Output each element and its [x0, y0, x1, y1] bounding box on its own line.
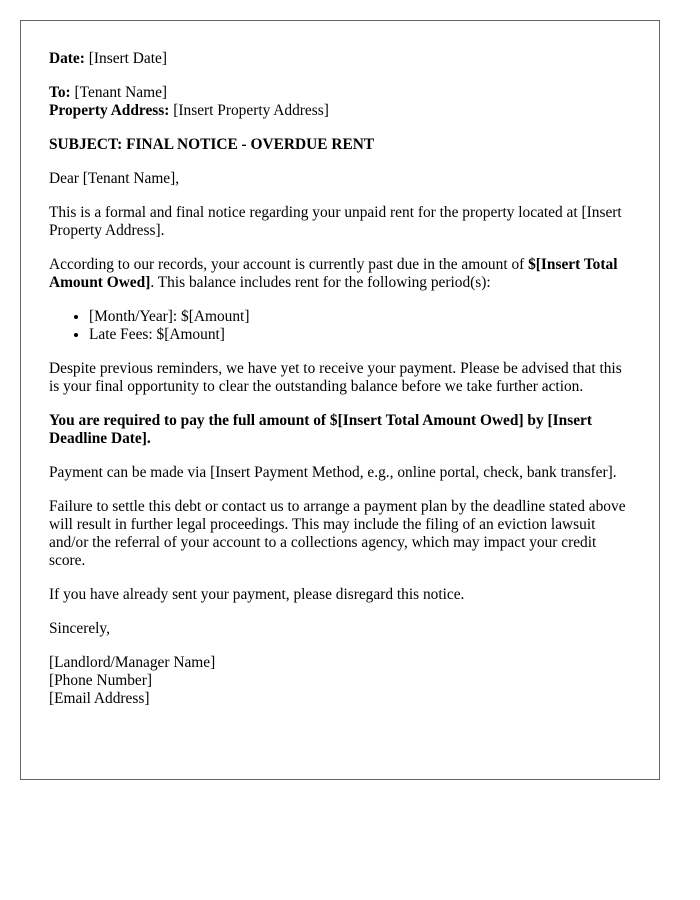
subject-line [49, 136, 631, 154]
subject-text: SUBJECT: FINAL NOTICE - OVERDUE RENT [49, 136, 375, 153]
to-line [49, 84, 631, 102]
letter-container [20, 20, 660, 780]
date-line [49, 50, 631, 68]
list-item: • Late Fees: $[Amount] [89, 326, 631, 344]
signature-block [49, 654, 631, 708]
property-address-label: Property Address: [49, 102, 170, 119]
requirement-text: You are required to pay the full amount of $[Insert Total Amount Owed] by [Insert Deadline Date]. [49, 412, 592, 447]
closing: Sincerely, [49, 620, 110, 637]
recipient-block [49, 84, 631, 120]
paragraph-requirement [49, 412, 631, 448]
paragraph-amount [49, 256, 631, 292]
paragraph-notice: This is a formal and final notice regarding your unpaid rent for the property located at [Insert Property Address]. [49, 204, 622, 239]
date-value: [Insert Date] [88, 50, 167, 67]
to-value: [Tenant Name] [74, 84, 168, 101]
amount-outro: . This balance includes rent for the following period(s): [150, 274, 491, 291]
amount-intro: According to our records, your account is currently past due in the amount of [49, 256, 529, 273]
greeting: Dear [Tenant Name], [49, 170, 180, 187]
paragraph-disregard: If you have already sent your payment, please disregard this notice. [49, 586, 465, 603]
paragraph-consequences: Failure to settle this debt or contact us to arrange a payment plan by the deadline stated above will result in further legal proceedings. This may include the filing of an eviction lawsuit and/or the referral of your account to a collections agency, which may impact your credit score. [49, 498, 626, 569]
signature-email: [Email Address] [49, 690, 150, 707]
paragraph-payment-method: Payment can be made via [Insert Payment Method, e.g., online portal, check, bank transfer]. [49, 464, 617, 481]
amount-owed: $[Insert Total Amount Owed] [49, 256, 618, 291]
property-address-value: [Insert Property Address] [173, 102, 329, 119]
to-label: To: [49, 84, 71, 101]
charges-list [49, 308, 631, 344]
property-address-line [49, 102, 631, 120]
signature-name: [Landlord/Manager Name] [49, 654, 216, 671]
list-item: • [Month/Year]: $[Amount] [89, 308, 631, 326]
paragraph-reminders: Despite previous reminders, we have yet to receive your payment. Please be advised that this is your final opportunity to clear the outstanding balance before we take further action. [49, 360, 622, 395]
date-label: Date: [49, 50, 85, 67]
signature-phone: [Phone Number] [49, 672, 153, 689]
